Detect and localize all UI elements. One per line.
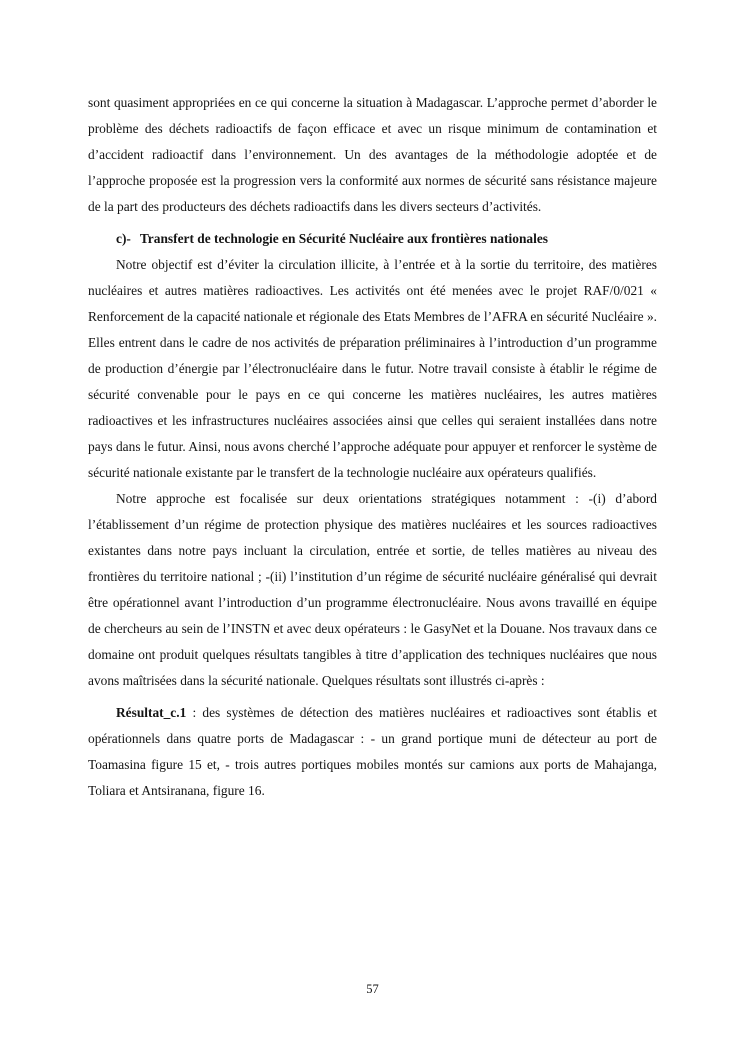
section-heading-c [88,226,657,252]
paragraph-approach: Notre approche est focalisée sur deux orientations stratégiques notamment : -(i) d’abord l’établissement d’un régime de protection physique des matières nucléaires et les sources radioactives existantes dans notre pays incluant la circulation, entrée et sortie, de telles matières au niveau des frontières du territoire national ; -(ii) l’institution d’un régime de sécurité nucléaire généralisé qui devrait être opérationnel avant l’introduction d’un programme électronucléaire. Nous avons travaillé en équipe de chercheurs au sein de l’INSTN et avec deux opérateurs : le GasyNet et la Douane. Nos travaux dans ce domaine ont produit quelques résultats tangibles à titre d’application des techniques nucléaires que nous avons maîtrisées dans la sécurité nationale. Quelques résultats sont illustrés ci-après : [88,491,657,688]
section-heading-text: Transfert de technologie en Sécurité Nucléaire aux frontières nationales [139,231,548,246]
page-number: 57 [366,982,379,996]
section-heading-label: c)- [116,231,131,246]
paragraph-result-c1 [88,700,657,804]
paragraph-intro-continuation: sont quasiment appropriées en ce qui concerne la situation à Madagascar. L’approche permet d’aborder le problème des déchets radioactifs de façon efficace et avec un risque minimum de contamination et d’accident radioactif dans l’environnement. Un des avantages de la méthodologie adoptée et de l’approche proposée est la progression vers la conformité aux normes de sécurité sans résistance majeure de la part des producteurs des déchets radioactifs dans les divers secteurs d’activités. [88,95,657,214]
paragraph-objective: Notre objectif est d’éviter la circulation illicite, à l’entrée et à la sortie du territoire, des matières nucléaires et autres matières radioactives. Les activités ont été menées avec le projet RAF/0/021 « Renforcement de la capacité nationale et régionale des Etats Membres de l’AFRA en sécurité Nucléaire ». Elles entrent dans le cadre de nos activités de préparation préliminaires à l’introduction d’un programme de production d’énergie par l’électronucléaire dans le futur. Notre travail consiste à établir le régime de sécurité convenable pour le pays en ce qui concerne les matières nucléaires, les autres matières radioactives et les infrastructures nucléaires associées ainsi que celles qui seraient installées dans notre pays dans le futur. Ainsi, nous avons cherché l’approche adéquate pour appuyer et renforcer le système de sécurité nationale existante par le transfert de la technologie nucléaire aux opérateurs qualifiés. [88,257,657,480]
result-c1-label: Résultat_c.1 [116,705,187,720]
result-c1-text: : des systèmes de détection des matières nucléaires et radioactives sont établis et opérationnels dans quatre ports de Madagascar : - un grand portique muni de détecteur au port de Toamasina figure 15 et, - trois autres portiques mobiles montés sur camions aux ports de Mahajanga, Toliara et Antsiranana, figure 16. [88,705,657,798]
